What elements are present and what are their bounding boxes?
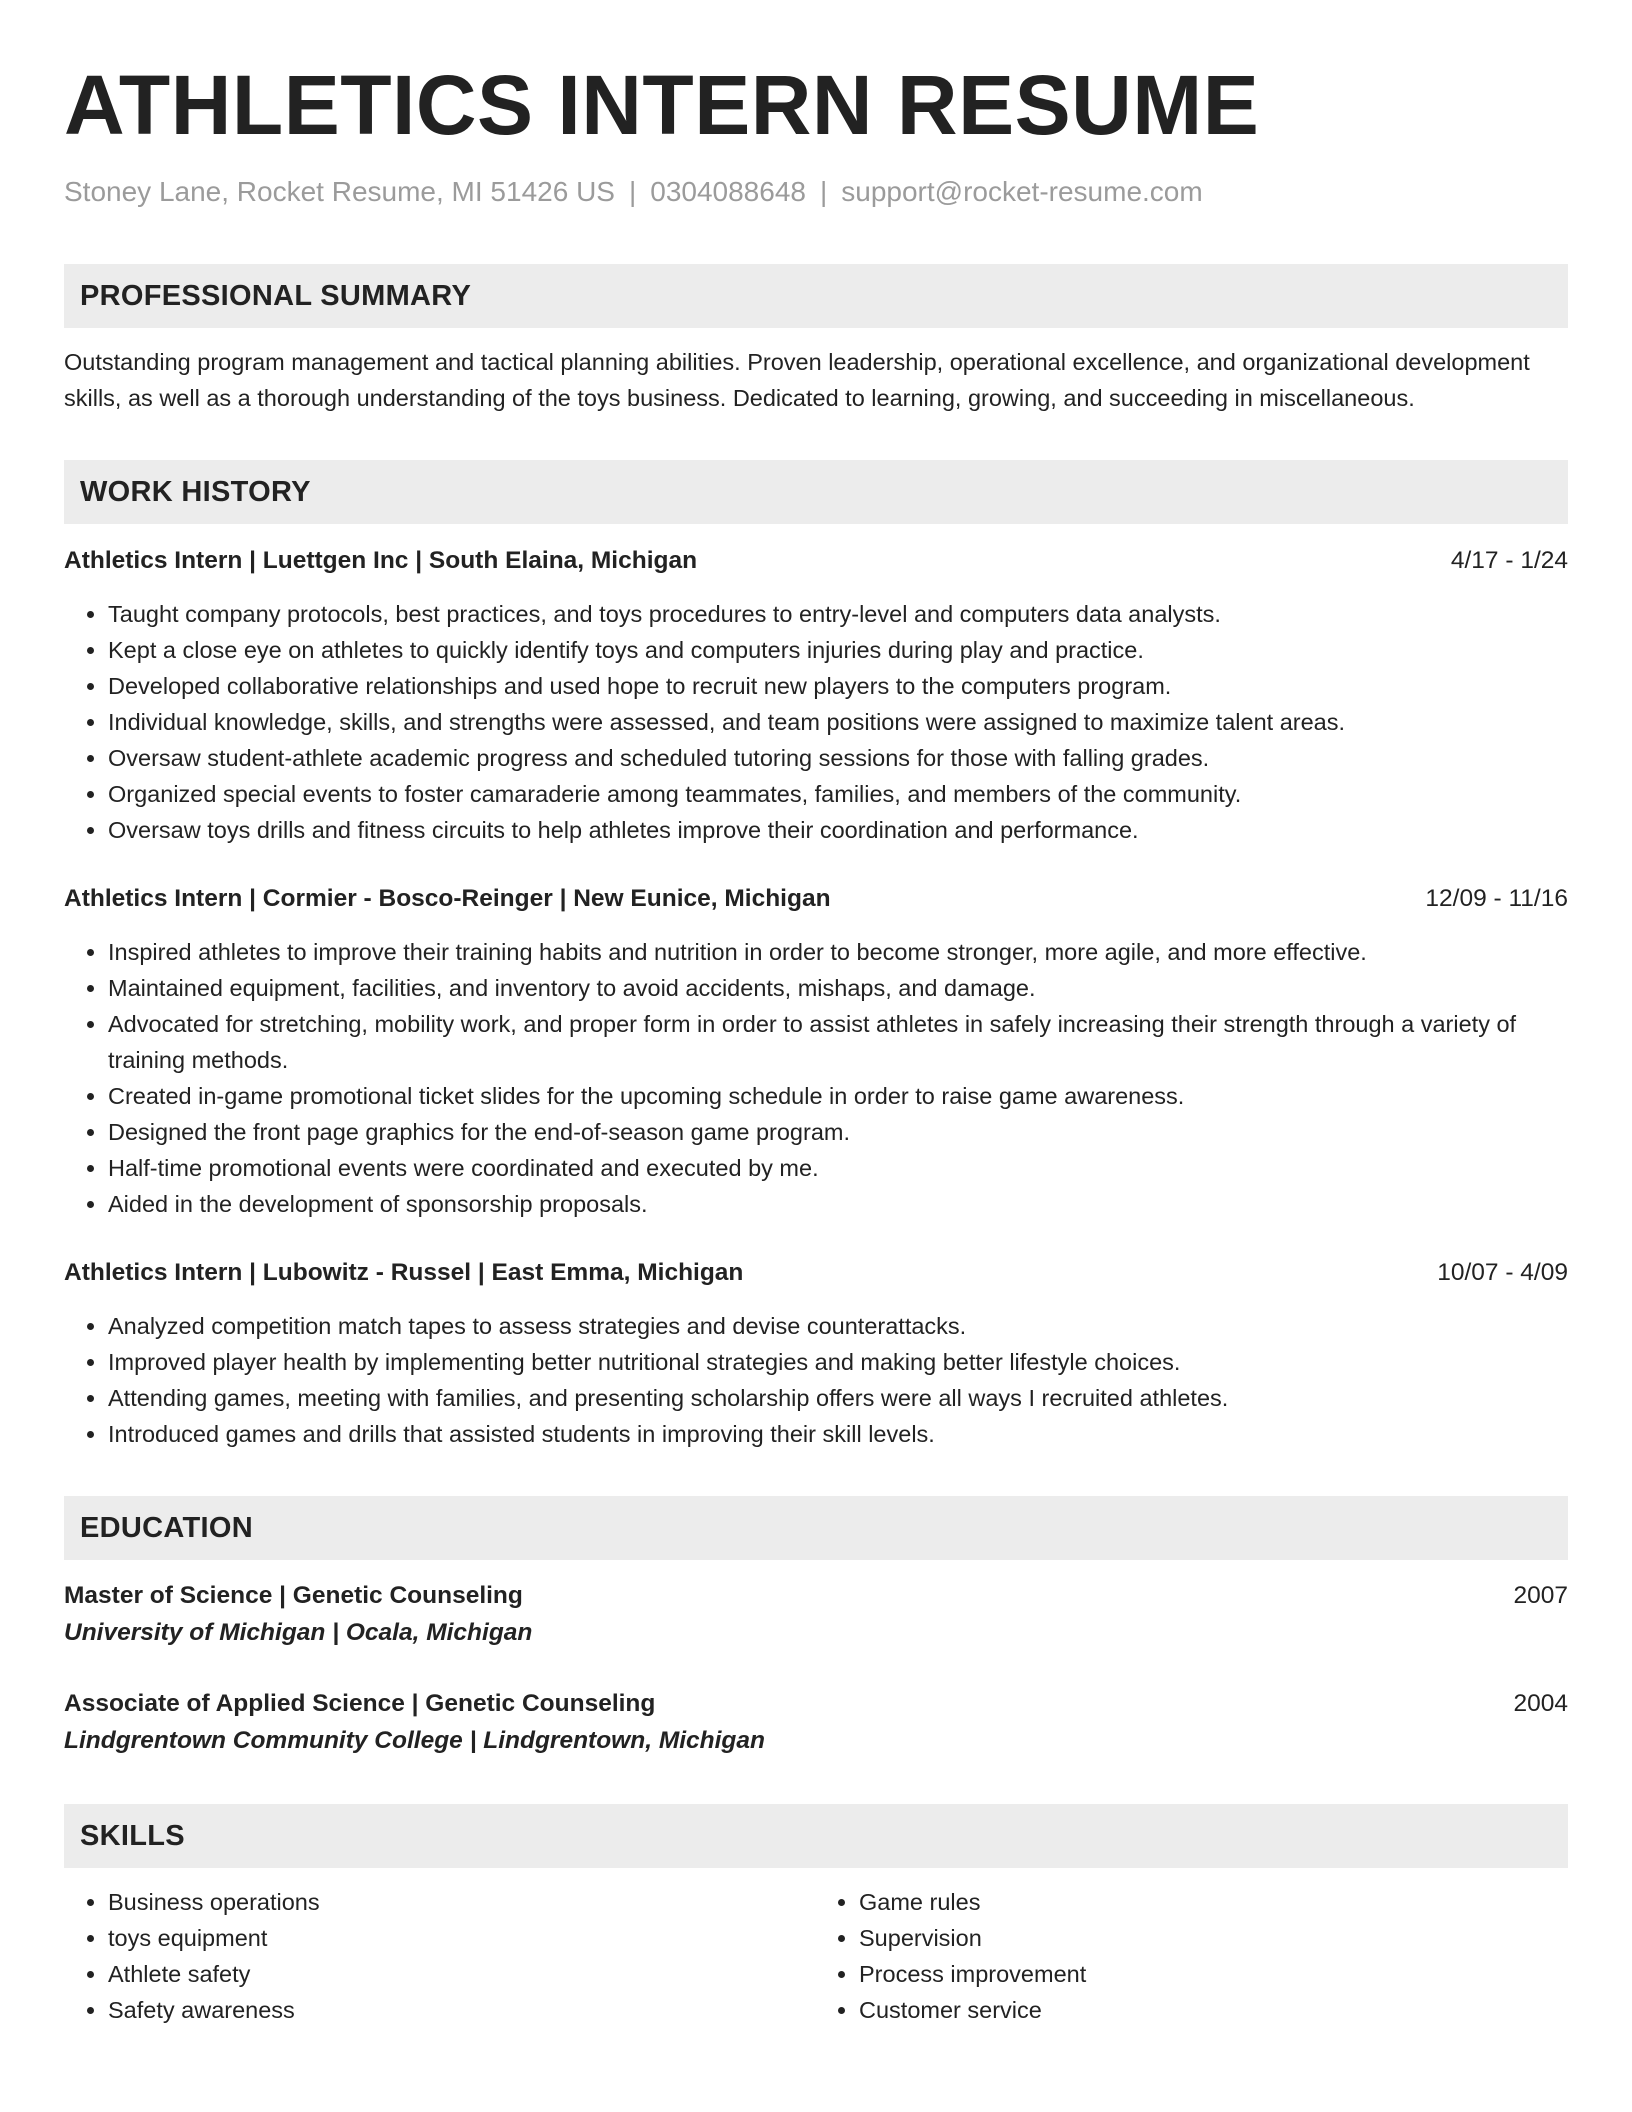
job-header bbox=[64, 882, 1568, 916]
contact-email: support@rocket-resume.com bbox=[841, 176, 1203, 207]
job-entry bbox=[64, 544, 1568, 848]
education-degree: Master of Science | Genetic Counseling bbox=[64, 1582, 523, 1609]
job-bullet: • Individual knowledge, skills, and strengths were assessed, and team positions were assigned to maximize talent areas. bbox=[108, 704, 1568, 740]
job-bullet: • Attending games, meeting with families, and presenting scholarship offers were all ways I recruited athletes. bbox=[108, 1380, 1568, 1416]
job-title: Athletics Intern | Cormier - Bosco-Reinger | New Eunice, Michigan bbox=[64, 885, 831, 912]
job-bullet: • Kept a close eye on athletes to quickly identify toys and computers injuries during play and practice. bbox=[108, 632, 1568, 668]
job-bullet: • Half-time promotional events were coordinated and executed by me. bbox=[108, 1150, 1568, 1186]
job-entry bbox=[64, 882, 1568, 1222]
education-year: 2007 bbox=[1513, 1582, 1568, 1609]
skill-item: • Safety awareness bbox=[108, 1992, 816, 2028]
skill-item: • Game rules bbox=[859, 1884, 1568, 1920]
section-header-education: EDUCATION bbox=[64, 1496, 1568, 1560]
skill-item: • Customer service bbox=[859, 1992, 1568, 2028]
job-bullet: • Created in-game promotional ticket slides for the upcoming schedule in order to raise game awareness. bbox=[108, 1078, 1568, 1114]
job-dates: 10/07 - 4/09 bbox=[1437, 1259, 1568, 1286]
job-bullet: • Taught company protocols, best practices, and toys procedures to entry-level and computers data analysts. bbox=[108, 596, 1568, 632]
job-bullet: • Analyzed competition match tapes to assess strategies and devise counterattacks. bbox=[108, 1308, 1568, 1344]
job-bullet: • Improved player health by implementing better nutritional strategies and making better lifestyle choices. bbox=[108, 1344, 1568, 1380]
job-header bbox=[64, 544, 1568, 578]
section-header-work: WORK HISTORY bbox=[64, 460, 1568, 524]
contact-phone: 0304088648 bbox=[650, 176, 806, 207]
skills-list bbox=[64, 1884, 1568, 2028]
job-bullet: • Introduced games and drills that assisted students in improving their skill levels. bbox=[108, 1416, 1568, 1452]
skill-item: • Athlete safety bbox=[108, 1956, 816, 1992]
job-bullet: • Oversaw student-athlete academic progress and scheduled tutoring sessions for those with falling grades. bbox=[108, 740, 1568, 776]
job-bullets bbox=[64, 934, 1568, 1222]
contact-address: Stoney Lane, Rocket Resume, MI 51426 US bbox=[64, 176, 615, 207]
skill-item: • Business operations bbox=[108, 1884, 816, 1920]
education-entry bbox=[64, 1686, 1568, 1760]
job-title: Athletics Intern | Luettgen Inc | South Elaina, Michigan bbox=[64, 547, 698, 574]
education-school: University of Michigan | Ocala, Michigan bbox=[64, 1619, 533, 1646]
resume-title: ATHLETICS INTERN RESUME bbox=[64, 58, 1260, 152]
job-bullet: • Oversaw toys drills and fitness circuits to help athletes improve their coordination and performance. bbox=[108, 812, 1568, 848]
job-bullet: • Inspired athletes to improve their training habits and nutrition in order to become stronger, more agile, and more effective. bbox=[108, 934, 1568, 970]
job-title: Athletics Intern | Lubowitz - Russel | East Emma, Michigan bbox=[64, 1259, 744, 1286]
section-header-skills: SKILLS bbox=[64, 1804, 1568, 1868]
education-entry bbox=[64, 1578, 1568, 1652]
job-dates: 4/17 - 1/24 bbox=[1450, 547, 1568, 574]
contact-separator: | bbox=[819, 176, 828, 207]
education-degree: Associate of Applied Science | Genetic Counseling bbox=[64, 1690, 656, 1717]
job-bullet: • Aided in the development of sponsorship proposals. bbox=[108, 1186, 1568, 1222]
job-bullets bbox=[64, 596, 1568, 848]
skill-item: • Supervision bbox=[859, 1920, 1568, 1956]
skill-item: • Process improvement bbox=[859, 1956, 1568, 1992]
contact-separator: | bbox=[628, 176, 637, 207]
education-school: Lindgrentown Community College | Lindgrentown, Michigan bbox=[64, 1727, 765, 1754]
summary-text: Outstanding program management and tactical planning abilities. Proven leadership, operational excellence, and organizational development skills, as well as a thorough understanding of the toys business. Dedicated to learning, growing, and succeeding in miscellaneous. bbox=[64, 349, 1530, 411]
skills-column-left bbox=[64, 1884, 816, 2028]
education-header bbox=[64, 1578, 1568, 1614]
job-dates: 12/09 - 11/16 bbox=[1425, 885, 1568, 912]
job-bullet: • Designed the front page graphics for the end-of-season game program. bbox=[108, 1114, 1568, 1150]
skill-item: • toys equipment bbox=[108, 1920, 816, 1956]
education-year: 2004 bbox=[1513, 1690, 1568, 1717]
job-bullet: • Advocated for stretching, mobility work, and proper form in order to assist athletes in safely increasing their strength through a variety of training methods. bbox=[108, 1006, 1568, 1078]
job-bullet: • Maintained equipment, facilities, and inventory to avoid accidents, mishaps, and damage. bbox=[108, 970, 1568, 1006]
job-bullets bbox=[64, 1308, 1568, 1452]
skills-column-right bbox=[816, 1884, 1568, 2028]
education-header bbox=[64, 1686, 1568, 1722]
job-header bbox=[64, 1256, 1568, 1290]
job-entry bbox=[64, 1256, 1568, 1452]
job-bullet: • Organized special events to foster camaraderie among teammates, families, and members of the community. bbox=[108, 776, 1568, 812]
job-bullet: • Developed collaborative relationships and used hope to recruit new players to the computers program. bbox=[108, 668, 1568, 704]
section-header-summary: PROFESSIONAL SUMMARY bbox=[64, 264, 1568, 328]
contact-line bbox=[64, 174, 1568, 210]
